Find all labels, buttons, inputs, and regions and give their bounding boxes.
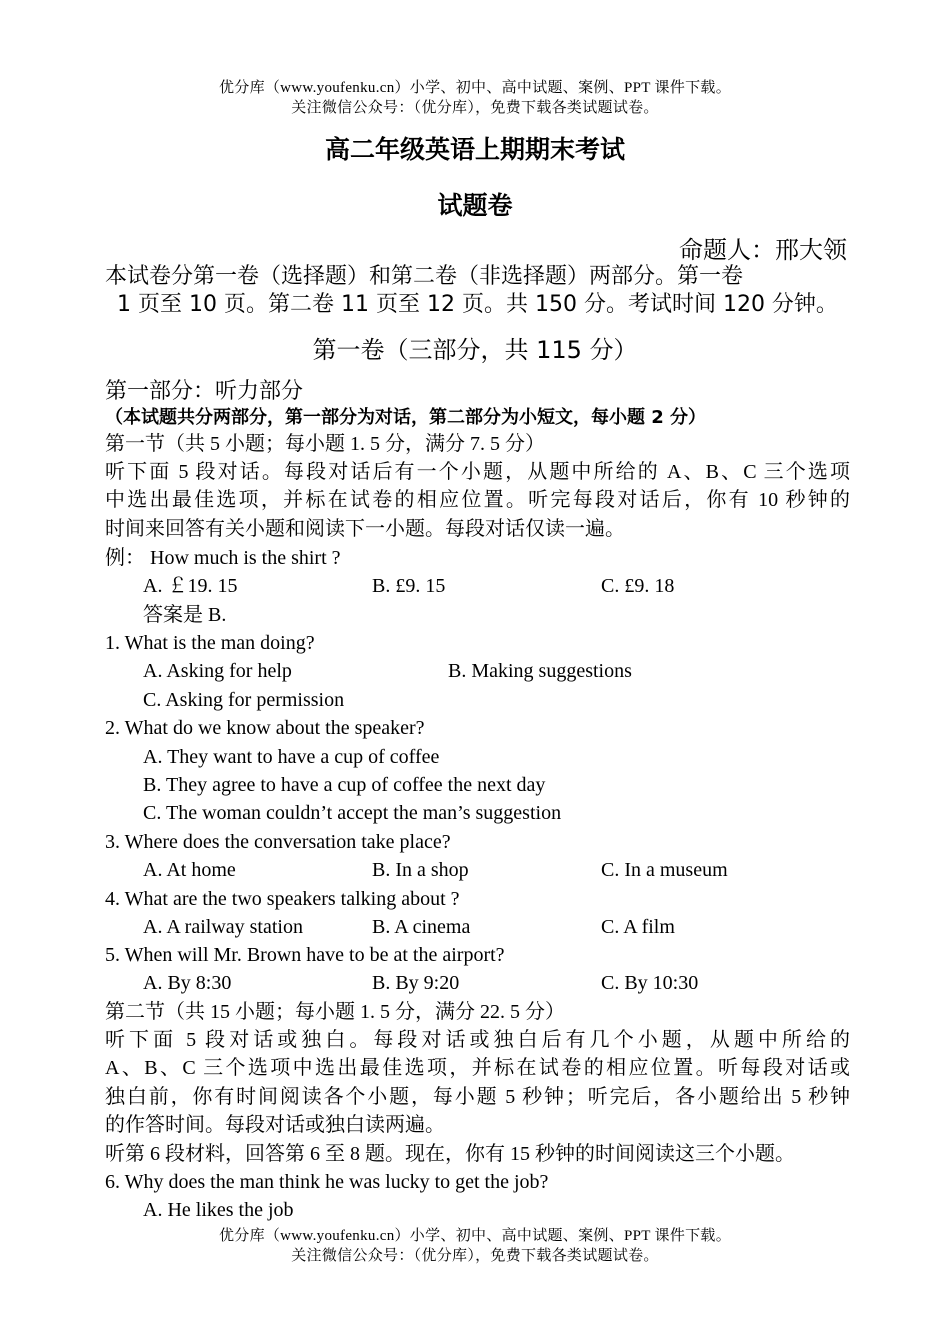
question-5: 5. When will Mr. Brown have to be at the airport? bbox=[105, 944, 505, 966]
q4-option-b: B. A cinema bbox=[372, 916, 471, 938]
example-answer: 答案是 B. bbox=[143, 604, 227, 626]
question-2: 2. What do we know about the speaker? bbox=[105, 717, 425, 739]
section2-instruction-3: 独白前，你有时间阅读各个小题，每小题 5 秒钟；听完后，各小题给出 5 秒钟 bbox=[105, 1086, 850, 1108]
section2-instruction-1: 听下面 5 段对话或独白。每段对话或独白后有几个小题，从题中所给的 bbox=[105, 1029, 850, 1051]
question-1: 1. What is the man doing? bbox=[105, 632, 315, 654]
q6-option-a: A. He likes the job bbox=[143, 1199, 294, 1221]
example-question: 例： How much is the shirt ? bbox=[105, 547, 341, 569]
q5-option-a: A. By 8:30 bbox=[143, 972, 232, 994]
q5-option-c: C. By 10:30 bbox=[601, 972, 699, 994]
q2-option-c: C. The woman couldn’t accept the man’s suggestion bbox=[143, 802, 562, 824]
q2-option-b: B. They agree to have a cup of coffee the next day bbox=[143, 774, 546, 796]
section2-instruction-4: 的作答时间。每段对话或独白读两遍。 bbox=[105, 1114, 445, 1136]
question-4: 4. What are the two speakers talking about ? bbox=[105, 888, 460, 910]
q3-option-b: B. In a shop bbox=[372, 859, 469, 881]
header-line-2: 关注微信公众号：（优分库），免费下载各类试题试卷。 bbox=[291, 100, 659, 116]
q2-option-a: A. They want to have a cup of coffee bbox=[143, 746, 440, 768]
part1-note: （本试题共分两部分，第一部分为对话，第二部分为小短文，每小题 2 分） bbox=[105, 407, 707, 428]
example-option-c: C. £9. 18 bbox=[601, 575, 675, 597]
footer-line-1: 优分库（www.youfenku.cn）小学、初中、高中试题、案例、PPT 课件下载。 bbox=[218, 1228, 732, 1244]
footer-line-2: 关注微信公众号：（优分库），免费下载各类试题试卷。 bbox=[291, 1248, 659, 1264]
exam-title: 高二年级英语上期期末考试 bbox=[324, 135, 625, 164]
author-line: 命题人：邢大领 bbox=[679, 236, 847, 264]
q1-option-c: C. Asking for permission bbox=[143, 689, 345, 711]
q3-option-c: C. In a museum bbox=[601, 859, 728, 881]
intro-line-2: 1 页至 10 页。第二卷 11 页至 12 页。共 150 分。考试时间 120 分钟。 bbox=[117, 292, 838, 317]
section1-instruction-1: 听下面 5 段对话。每段对话后有一个小题，从题中所给的 A、B、C 三个选项 bbox=[105, 461, 850, 483]
section1-title: 第一节（共 5 小题；每小题 1. 5 分，满分 7. 5 分） bbox=[105, 433, 545, 455]
part1-title: 第一部分：听力部分 bbox=[105, 379, 304, 404]
example-option-a: A. ￡19. 15 bbox=[143, 575, 238, 597]
q5-option-b: B. By 9:20 bbox=[372, 972, 460, 994]
section1-instruction-3: 时间来回答有关小题和阅读下一小题。每段对话仅读一遍。 bbox=[105, 518, 625, 540]
section2-title: 第二节（共 15 小题；每小题 1. 5 分，满分 22. 5 分） bbox=[105, 1001, 565, 1023]
material-6-instruction: 听第 6 段材料，回答第 6 至 8 题。现在，你有 15 秒钟的时间阅读这三个小题。 bbox=[105, 1143, 795, 1165]
example-option-b: B. £9. 15 bbox=[372, 575, 446, 597]
section2-instruction-2: A、B、C 三个选项中选出最佳选项，并标在试卷的相应位置。听每段对话或 bbox=[105, 1057, 850, 1079]
q4-option-a: A. A railway station bbox=[143, 916, 303, 938]
q4-option-c: C. A film bbox=[601, 916, 675, 938]
volume-title: 第一卷（三部分，共 115 分） bbox=[312, 336, 638, 364]
q1-option-a: A. Asking for help bbox=[143, 660, 292, 682]
question-3: 3. Where does the conversation take place? bbox=[105, 831, 451, 853]
q1-option-b: B. Making suggestions bbox=[448, 660, 632, 682]
section1-instruction-2: 中选出最佳选项，并标在试卷的相应位置。听完每段对话后，你有 10 秒钟的 bbox=[105, 489, 850, 511]
header-line-1: 优分库（www.youfenku.cn）小学、初中、高中试题、案例、PPT 课件下载。 bbox=[218, 80, 732, 96]
intro-line-1: 本试卷分第一卷（选择题）和第二卷（非选择题）两部分。第一卷 bbox=[105, 264, 744, 289]
question-6: 6. Why does the man think he was lucky to get the job? bbox=[105, 1171, 549, 1193]
q3-option-a: A. At home bbox=[143, 859, 236, 881]
exam-subtitle: 试题卷 bbox=[437, 191, 513, 220]
